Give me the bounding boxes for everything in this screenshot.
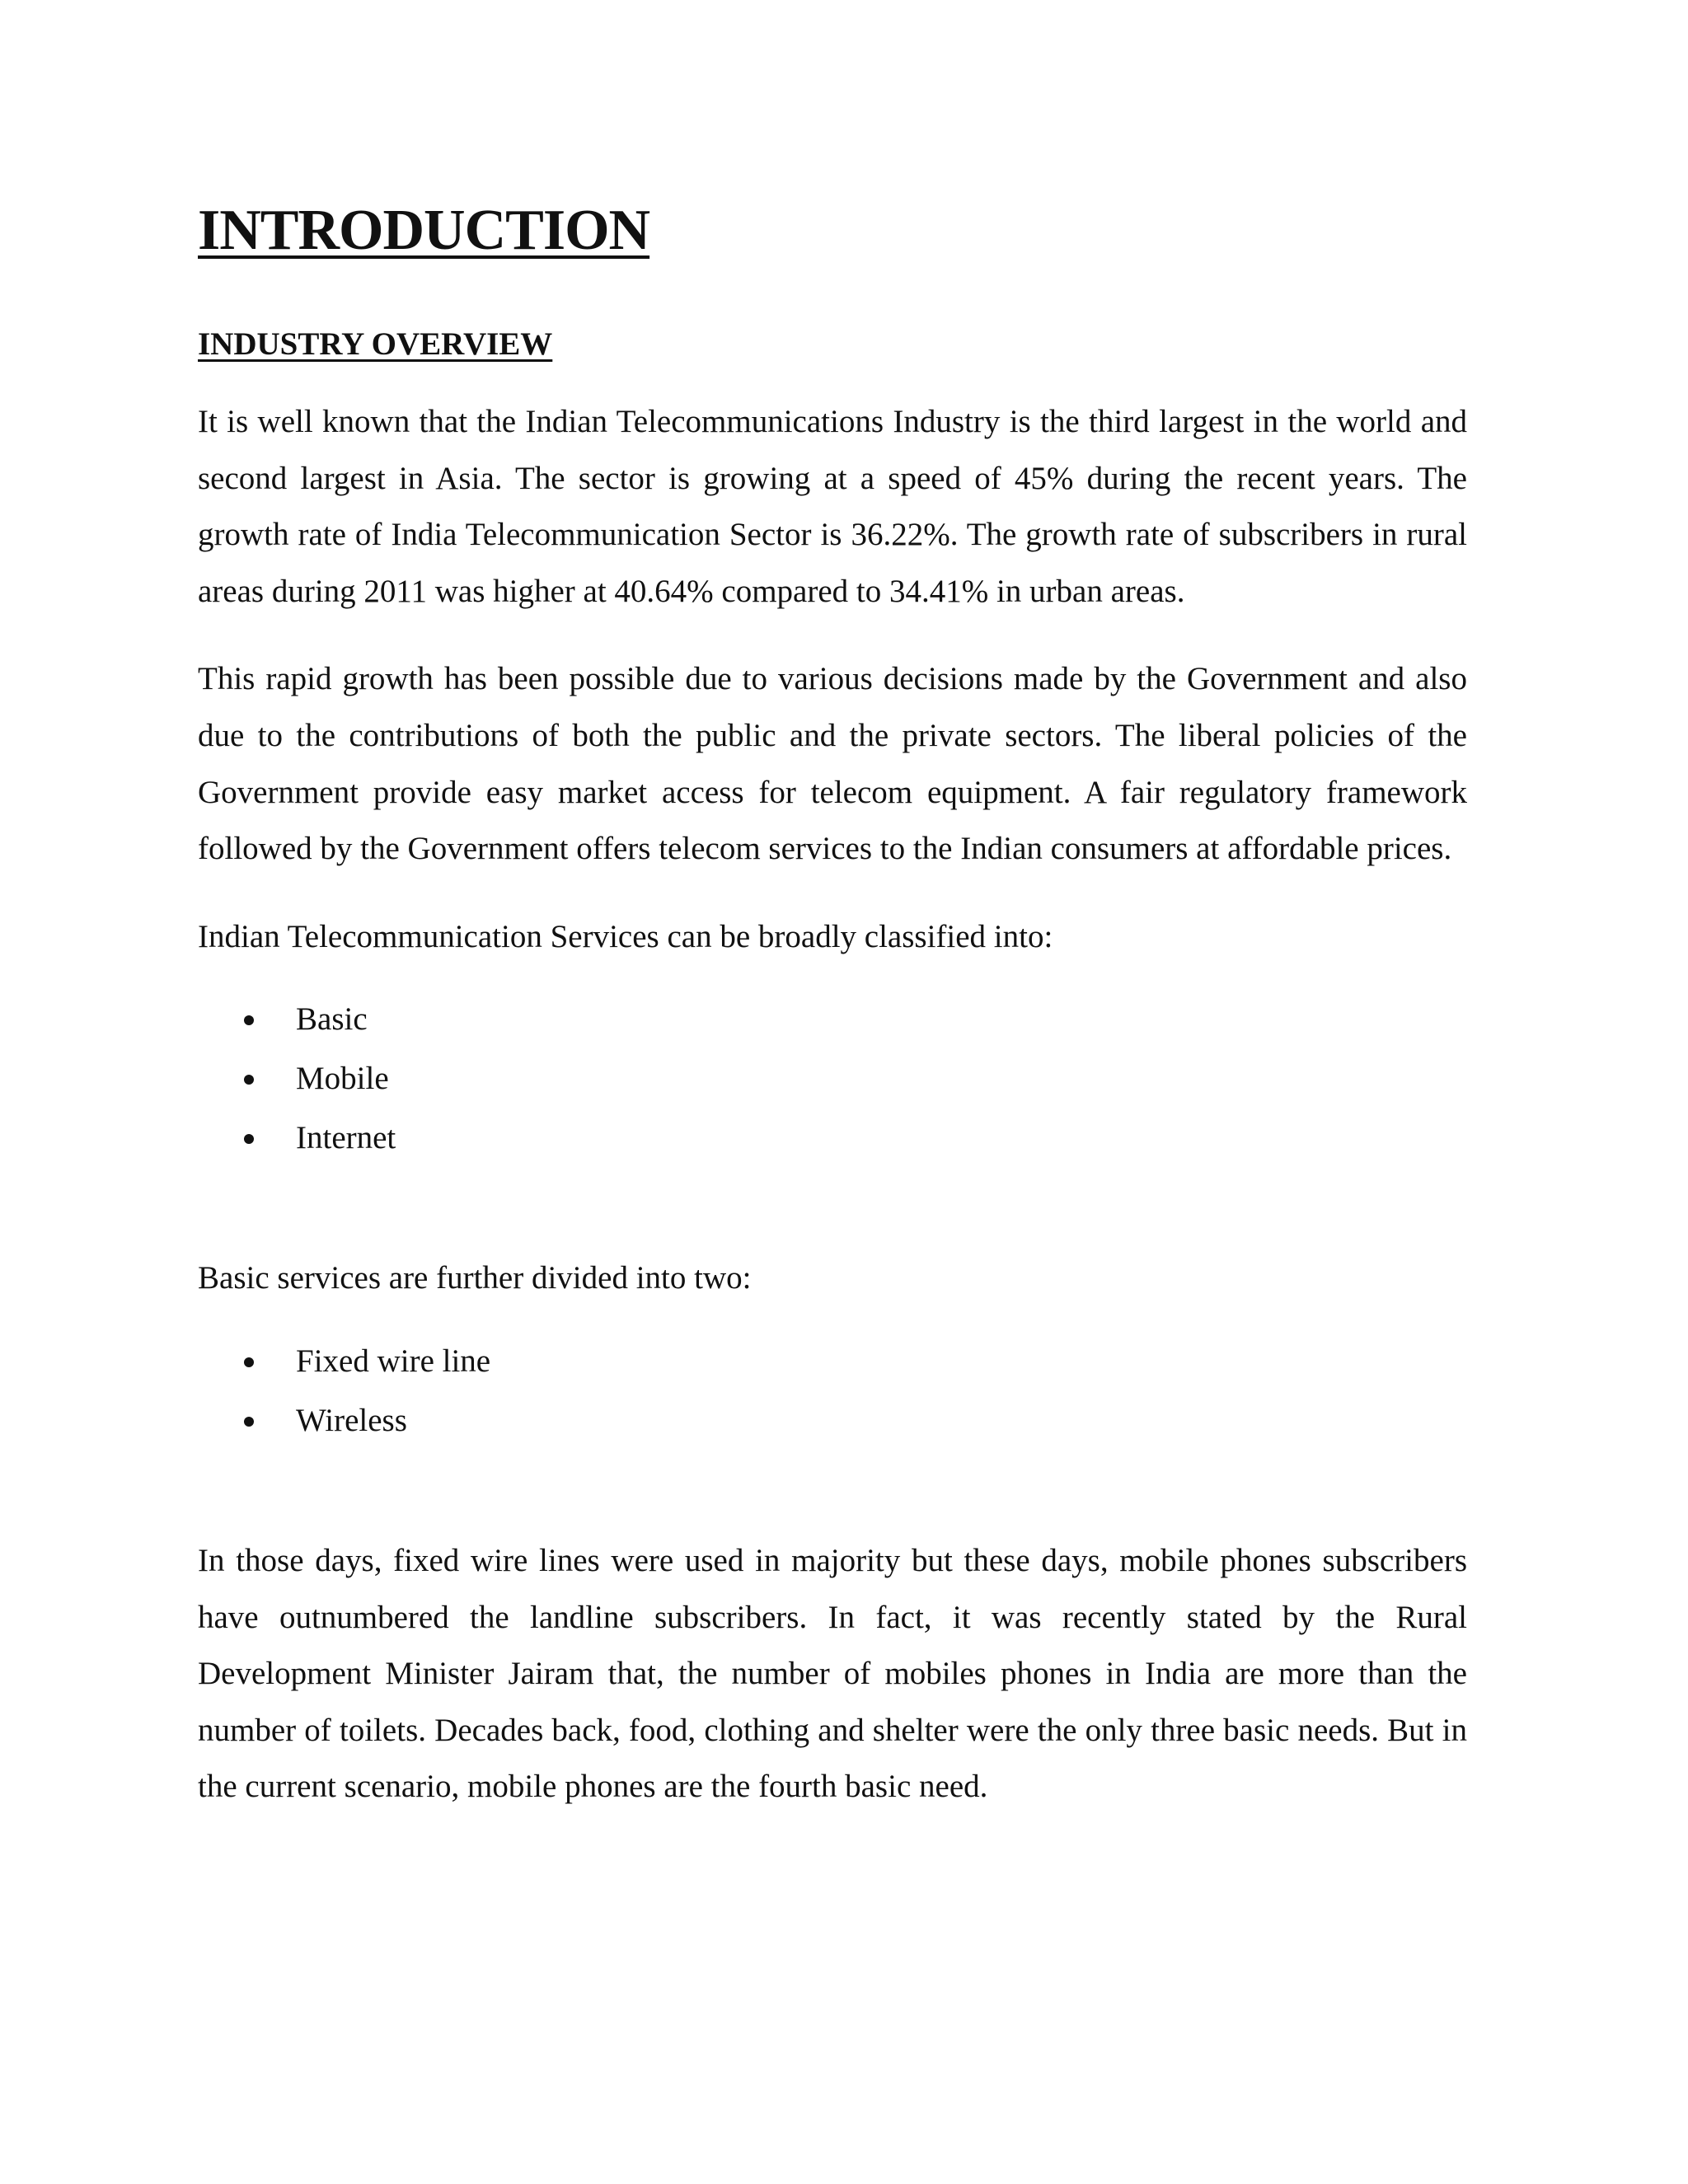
section-heading: INDUSTRY OVERVIEW — [198, 326, 553, 362]
paragraph-mobile-adoption: In those days, fixed wire lines were used in majority but these days, mobile phones subscribers have outnumbered the landline subscribers. In fact, it was recently stated by the Rural Development Minister Jairam that, the number of mobiles phones in India are more than the number of toilets. Decades back, food, clothing and shelter were the only three basic needs. But in the current scenario, mobile phones are the fourth basic need. — [198, 1542, 1467, 1805]
list-item-label: Mobile — [296, 1061, 389, 1097]
list-item — [198, 1332, 1467, 1391]
paragraph-industry-growth: It is well known that the Indian Telecommunications Industry is the third largest in the world and second largest in Asia. The sector is growing at a speed of 45% during the recent years. The growth rate of India Telecommunication Sector is 36.22%. The growth rate of subscribers in rural areas during 2011 was higher at 40.64% compared to 34.41% in urban areas. — [198, 404, 1467, 609]
list-item-label: Basic — [296, 1001, 368, 1038]
page-title: INTRODUCTION — [198, 199, 650, 262]
list-item — [198, 1108, 1467, 1168]
basic-types-list — [198, 1332, 1467, 1451]
bullet-icon — [244, 1015, 254, 1025]
list-item — [198, 990, 1467, 1049]
paragraph-growth-reasons: This rapid growth has been possible due to various decisions made by the Government and also due to the contributions of both the public and the private sectors. The liberal policies of the Government provide easy market access for telecom equipment. A fair regulatory framework followed by the Government offers telecom services to the Indian consumers at affordable prices. — [198, 661, 1467, 867]
list-item — [198, 1049, 1467, 1108]
list-item-label: Wireless — [296, 1402, 407, 1438]
bullet-icon — [244, 1075, 254, 1085]
document-body — [198, 190, 1467, 1816]
list-item-label: Fixed wire line — [296, 1343, 491, 1379]
bullet-icon — [244, 1134, 254, 1144]
list-item-label: Internet — [296, 1120, 396, 1156]
bullet-icon — [244, 1357, 254, 1367]
paragraph-basic-services-intro: Basic services are further divided into two: — [198, 1260, 752, 1296]
paragraph-services-intro: Indian Telecommunication Services can be broadly classified into: — [198, 918, 1053, 954]
list-item — [198, 1391, 1467, 1451]
bullet-icon — [244, 1417, 254, 1427]
services-list — [198, 990, 1467, 1168]
